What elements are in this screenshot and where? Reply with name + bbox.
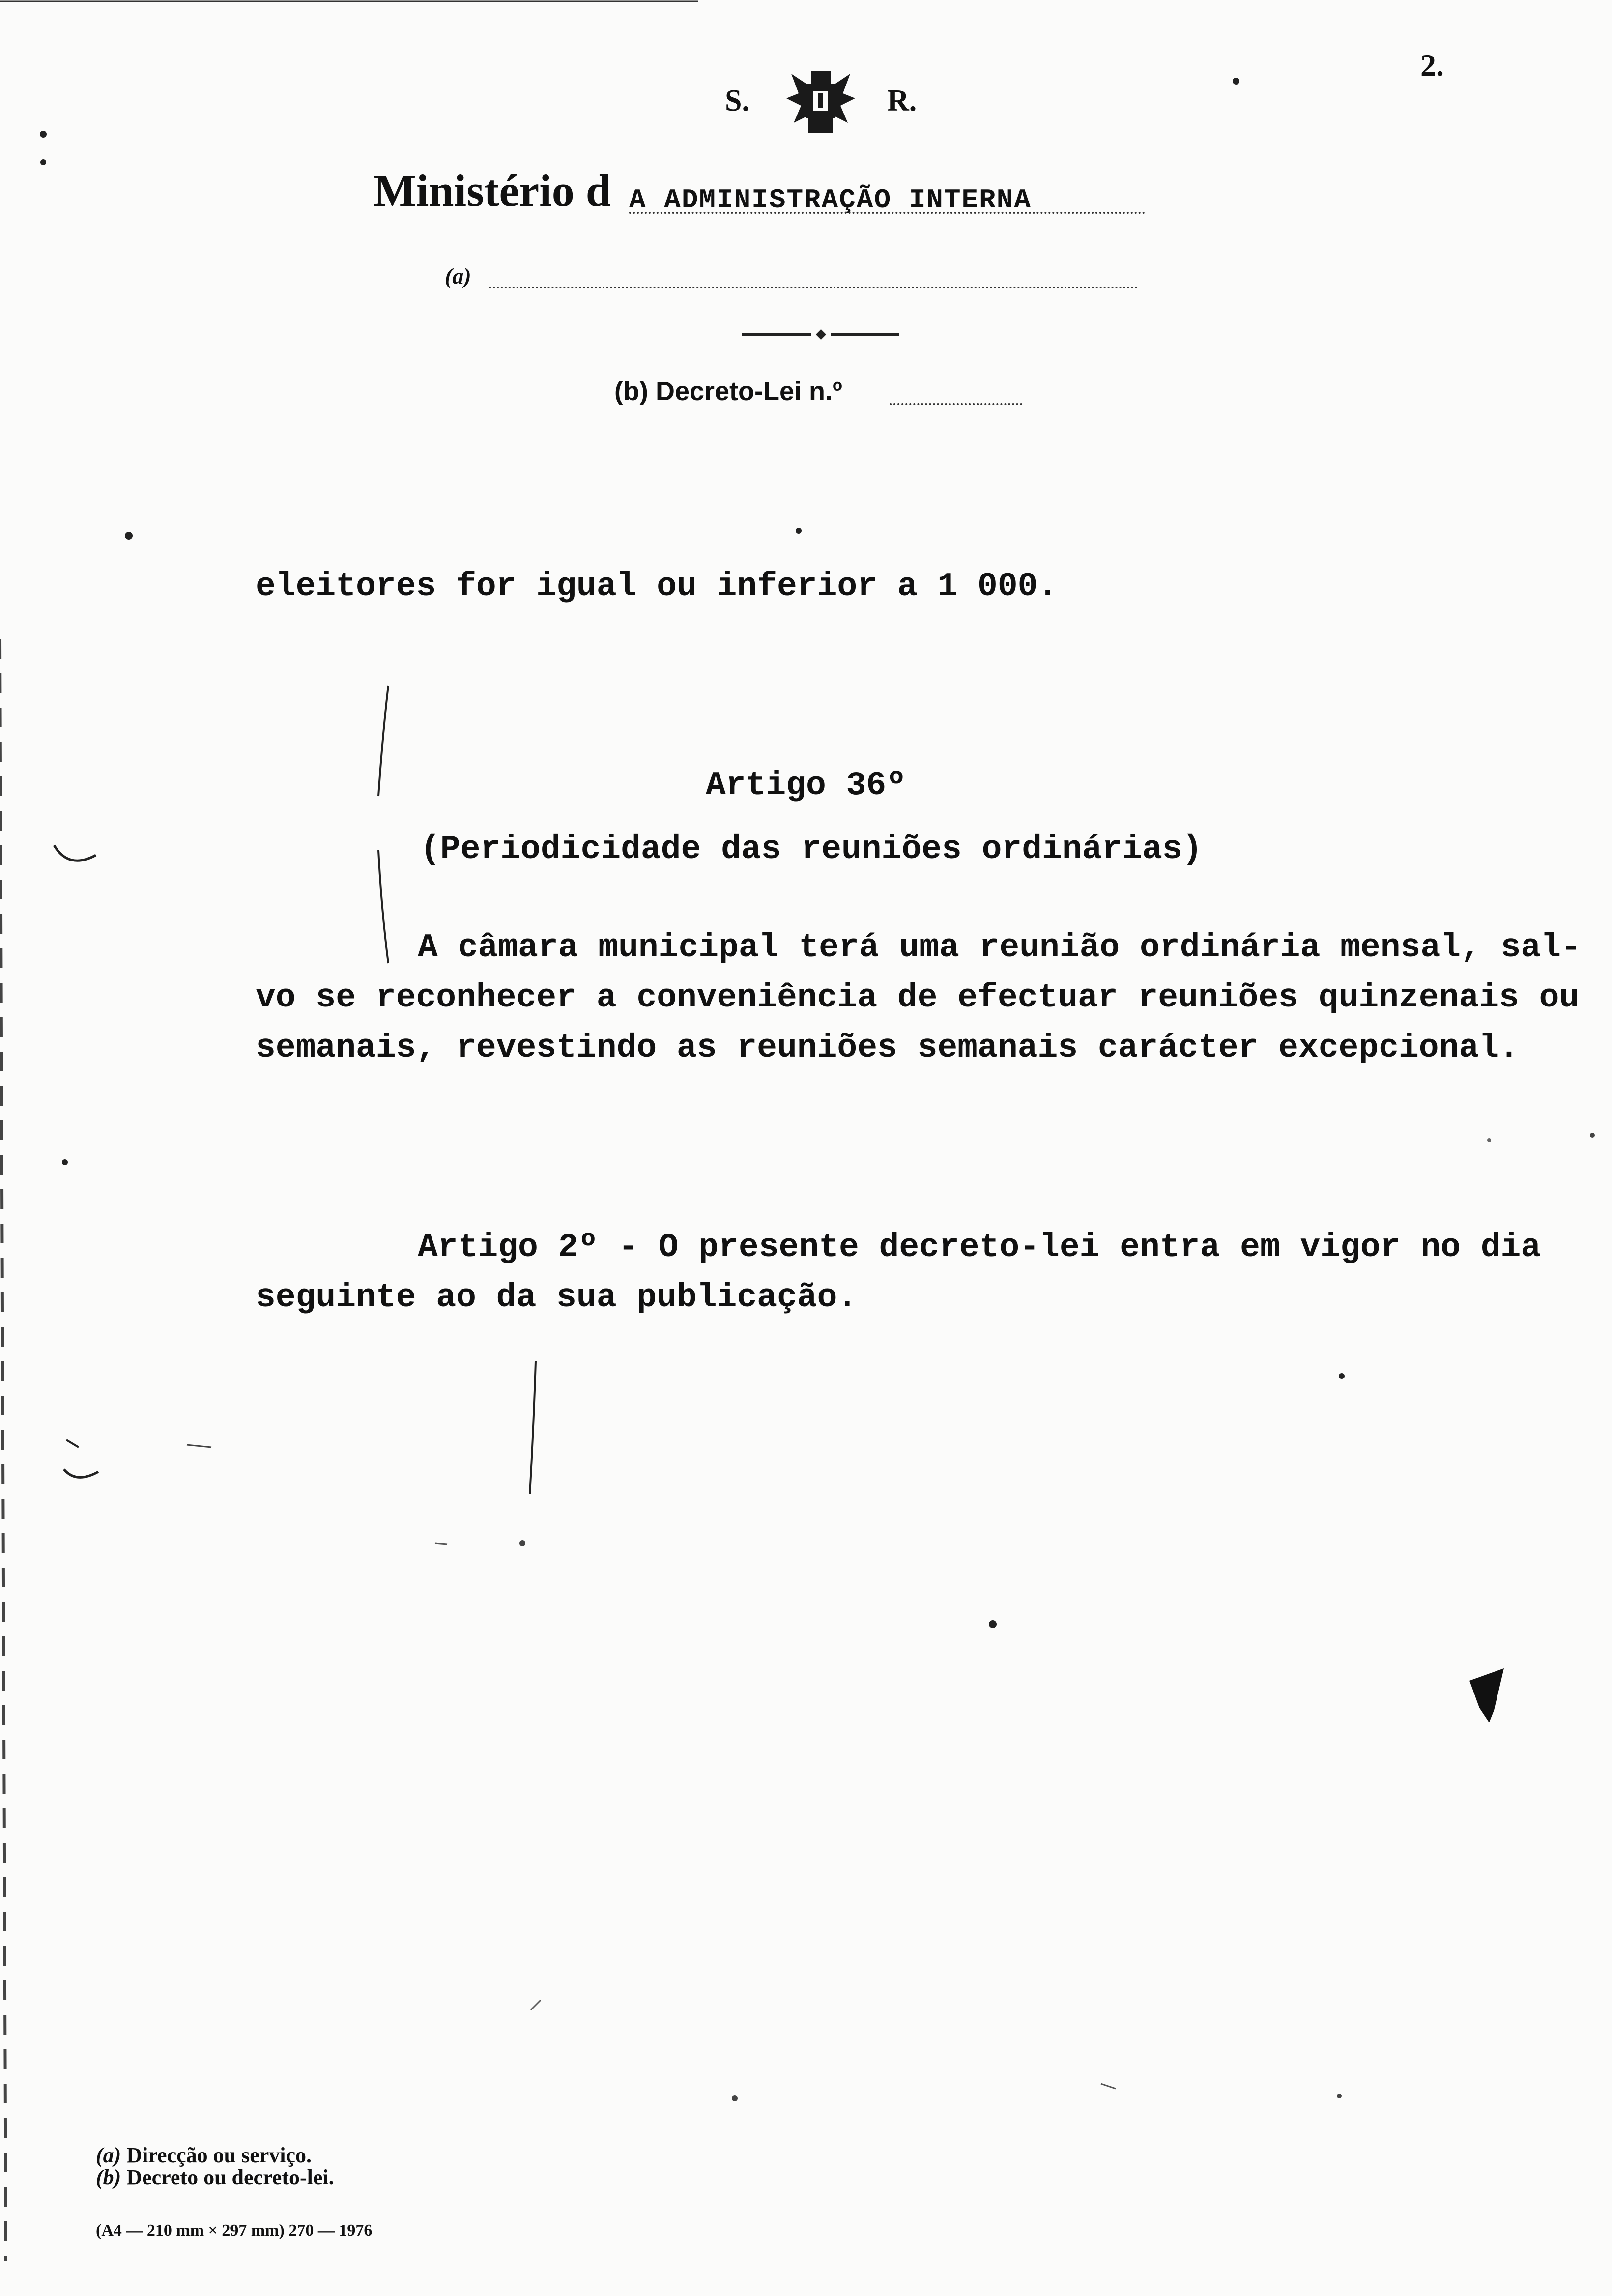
footnote-a-text: Direcção ou serviço. <box>126 2143 312 2167</box>
continuation-text: eleitores for igual ou inferior a 1 000. <box>256 568 1058 605</box>
seal-right-letter: R. <box>887 84 917 117</box>
article2-line-1: Artigo 2º - O presente decreto-lei entra em vigor no dia <box>418 1229 1541 1266</box>
article2-line-2: seguinte ao da sua publicação. <box>256 1279 858 1317</box>
footnote-a-label: (a) <box>96 2143 121 2167</box>
header-separator <box>742 329 899 339</box>
page-number: 2. <box>1420 48 1444 83</box>
field-a-dotted-line <box>489 287 1138 288</box>
footnote-b-label: (b) <box>96 2165 121 2189</box>
ministry-label: Ministério d <box>374 166 611 216</box>
seal-left-letter: S. <box>725 84 749 117</box>
article-line-2: vo se reconhecer a conveniência de efectuar reuniões quinzenais ou <box>256 979 1580 1017</box>
article-line-3: semanais, revestindo as reuniões semanais carácter excepcional. <box>256 1029 1519 1067</box>
field-a <box>445 263 1192 297</box>
ministry-dotted-line <box>629 212 1145 214</box>
article-title: Artigo 36º <box>705 767 907 804</box>
letterhead-seal <box>718 64 934 143</box>
footnote-b <box>96 2165 334 2190</box>
footnote-b-text: Decreto ou decreto-lei. <box>126 2165 334 2189</box>
field-b <box>614 376 1032 410</box>
field-b-label: (b) Decreto-Lei n.º <box>614 376 842 406</box>
coat-of-arms-icon <box>772 64 870 143</box>
article-line-1: A câmara municipal terá uma reunião ordinária mensal, sal- <box>418 929 1581 967</box>
field-a-label: (a) <box>445 263 471 288</box>
ministry-value: A ADMINISTRAÇÃO INTERNA <box>629 184 1032 216</box>
footnote-a <box>96 2143 312 2168</box>
form-code: (A4 — 210 mm × 297 mm) 270 — 1976 <box>96 2221 373 2239</box>
ministry-line <box>374 165 1268 219</box>
field-b-dotted-line <box>890 403 1022 405</box>
article-subtitle: (Periodicidade das reuniões ordinárias) <box>420 831 1203 868</box>
